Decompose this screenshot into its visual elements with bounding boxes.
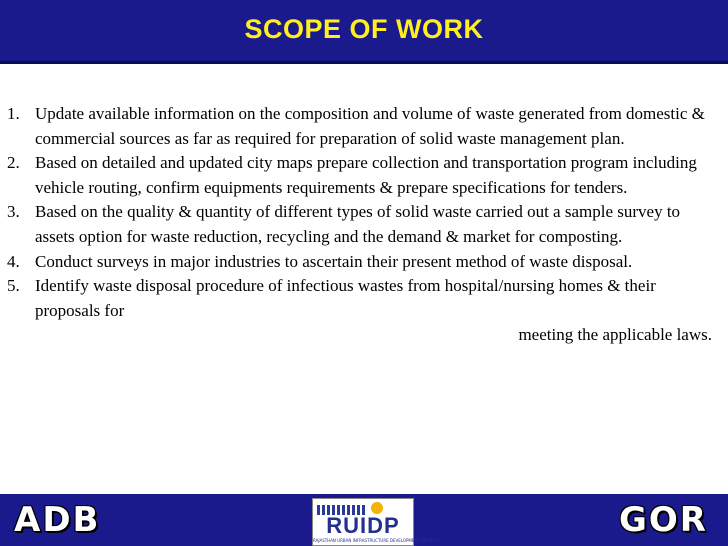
list-item-text: Identify waste disposal procedure of infectious wastes from hospital/nursing homes & their proposals for bbox=[35, 276, 656, 320]
logo-subtext: RAJASTHAN URBAN INFRASTRUCTURE DEVELOPMENT PROJECT bbox=[313, 538, 439, 543]
ruidp-logo bbox=[312, 498, 439, 546]
list-item-tail-text: meeting the applicable laws. bbox=[518, 325, 712, 345]
list-item-number: 1. bbox=[7, 104, 20, 123]
list-item bbox=[0, 200, 728, 249]
list-item-number: 4. bbox=[7, 251, 20, 271]
list-item-text: Based on detailed and updated city maps prepare collection and transportation program including vehicle routing, confirm equipments requirements & prepare specifications for tenders. bbox=[35, 153, 697, 197]
list-item-text: Update available information on the composition and volume of waste generated from domestic & commercial sources as far as required for preparation of solid waste management plan. bbox=[35, 104, 705, 148]
list-item-number: 3. bbox=[7, 202, 20, 222]
logo-text: RUIDP bbox=[326, 513, 400, 538]
list-item-number: 5. bbox=[7, 276, 20, 296]
list-item bbox=[0, 250, 728, 275]
footer-right-label: GOR bbox=[619, 500, 708, 540]
list-item bbox=[0, 151, 728, 200]
slide-title: SCOPE OF WORK bbox=[244, 14, 484, 44]
header-bar bbox=[0, 0, 728, 64]
list-item bbox=[0, 274, 728, 348]
scope-list bbox=[0, 102, 728, 348]
list-item-text: Based on the quality & quantity of different types of solid waste carried out a sample survey to assets option for waste reduction, recycling and the demand & market for composting. bbox=[35, 202, 681, 246]
footer-left-label: ADB bbox=[14, 500, 101, 540]
list-item-number: 2. bbox=[7, 153, 20, 173]
list-item bbox=[0, 102, 728, 151]
list-item-text: Conduct surveys in major industries to ascertain their present method of waste disposal. bbox=[35, 251, 633, 271]
